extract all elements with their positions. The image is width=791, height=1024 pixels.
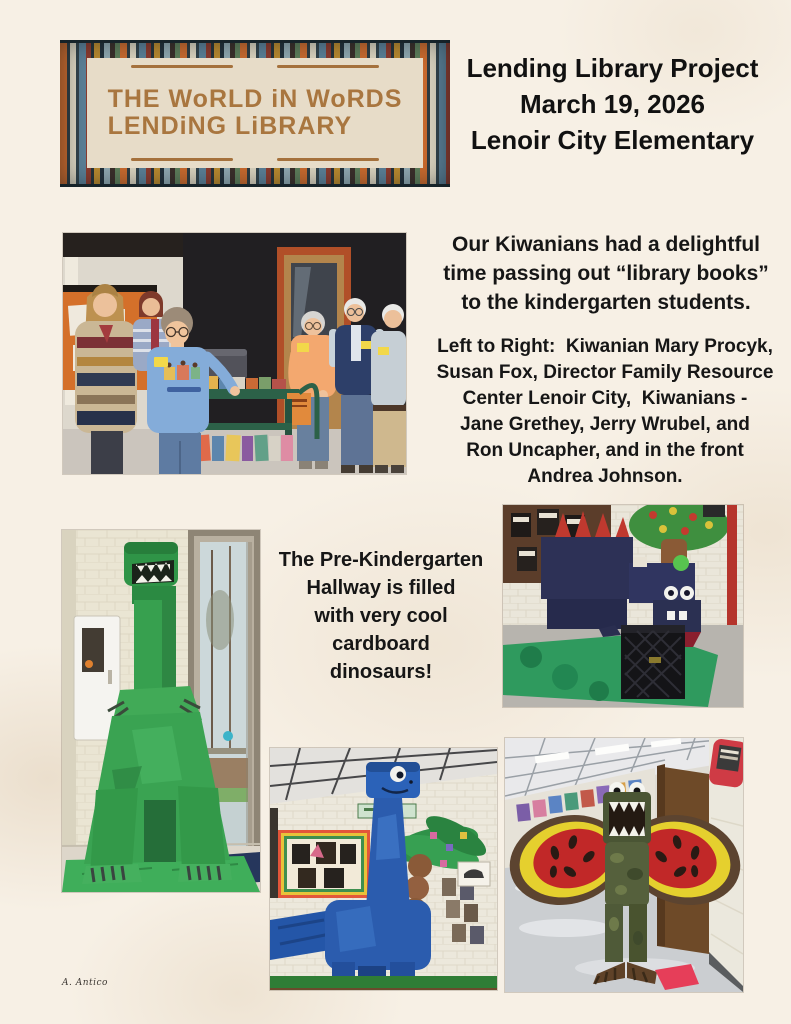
page-title	[440, 50, 785, 158]
dino-blurb-line: cardboard	[332, 633, 430, 655]
title-date: March 19, 2026	[519, 89, 705, 119]
banner-title-line1: THE WoRLD iN WoRDS	[107, 85, 403, 113]
grass-mat	[270, 976, 497, 990]
dino-blurb	[258, 546, 504, 686]
author-signature: A. Antico	[62, 978, 108, 988]
banner-top-rule	[87, 65, 423, 68]
green-trex-photo	[62, 530, 260, 892]
blue-brachiosaurus-photo	[270, 748, 497, 990]
blurb-line: to the kindergarten students.	[461, 291, 751, 314]
kiwanians-group-photo	[63, 233, 406, 474]
title-line: Lending Library Project	[466, 53, 759, 83]
butterfly-wing-dinosaur-photo	[505, 738, 743, 992]
title-school: Lenoir City Elementary	[470, 125, 755, 155]
kiwanis-blurb	[423, 230, 789, 317]
caption-line: Jane Grethey, Jerry Wrubel, and	[460, 414, 750, 435]
bulletin-board-rainbow	[278, 830, 370, 898]
caption-line: Susan Fox, Director Family Resource	[436, 362, 774, 383]
caption-line: Ron Uncapher, and in the front	[466, 440, 744, 461]
banner-title-line2: LENDiNG LiBRARY	[107, 112, 353, 140]
lending-library-banner	[60, 40, 450, 187]
milk-crate	[621, 625, 685, 699]
dino-blurb-line: Hallway is filled	[306, 577, 456, 599]
banner-bottom-rule	[87, 158, 423, 161]
blurb-line: Our Kiwanians had a delightful	[451, 233, 761, 256]
blurb-line: time passing out “library books”	[443, 262, 769, 285]
navy-boxy-dinosaur-photo	[503, 505, 743, 707]
banner-panel	[87, 58, 423, 168]
caption-line: Left to Right: Kiwanian Mary Procyk,	[437, 336, 773, 357]
dino-blurb-line: The Pre-Kindergarten	[278, 549, 484, 571]
dino-blurb-line: dinosaurs!	[329, 661, 433, 683]
dino-blurb-line: with very cool	[314, 605, 448, 627]
caption-line: Center Lenoir City, Kiwanians -	[462, 388, 748, 409]
red-wall-stripe	[727, 505, 737, 635]
photo-caption	[419, 334, 791, 490]
caption-line: Andrea Johnson.	[527, 466, 683, 487]
